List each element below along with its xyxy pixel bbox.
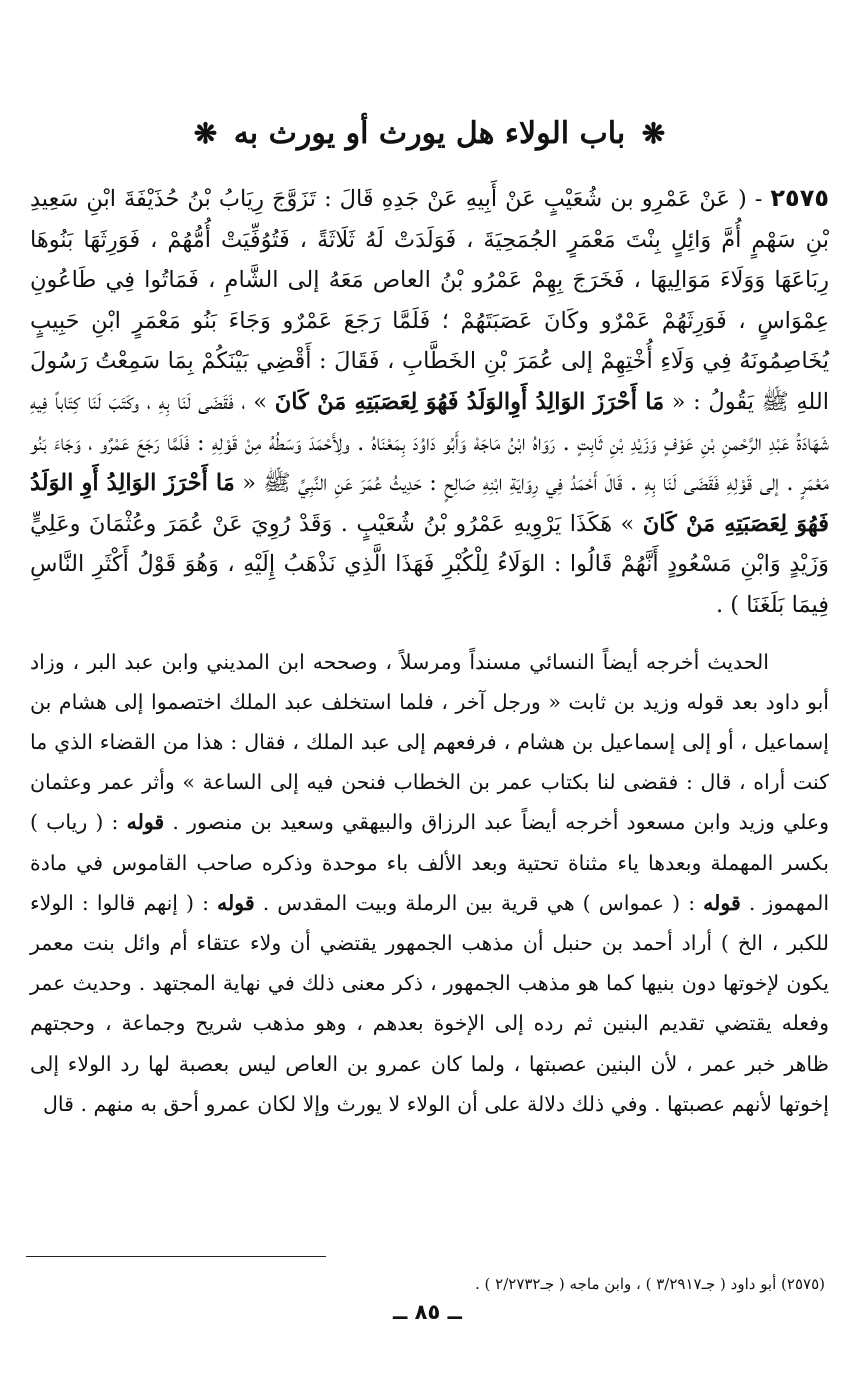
commentary-part: : ( عمواس ) هي قرية بين الرملة وبيت المقدس . [254,890,704,915]
commentary-label: قوله [217,890,255,915]
commentary-label: قوله [126,810,165,835]
hadith-middle: » ، فَقَضَى لَنَا بِهِ ، وكَتَبَ لَنَا كِتَاباً فِيهِ شَهَادَةُ عَبْدِ الرَّحْمنِ بْنِ عَوْفٍ وَزَيْدِ بْنِ ثَابِتٍ . رَوَاهُ ابْنُ مَاجَهْ وَأَبُو دَاوُدَ بِمَعْنَاهُ . ولِأَحْمَدَ وَسَطُهُ مِنْ قَوْلِهِ : فَلَمَّا رَجَعَ عَمْرٌو ، وَجَاءَ بَنُو مَعْمَرٍ . إلى قَوْلِهِ فَقَضَى لَنَا بِهِ . قَالَ أَحْمَدُ فِي رِوَايَةِ ابْنِهِ صَالِحٍ : حَدِيثُ عُمَرَ عَنِ النَّبِيِّ ﷺ « [30,388,829,497]
ornament-star-icon: ❋ [641,117,666,150]
footnote-divider [26,1256,326,1257]
page-number: ــ ٨٥ ــ [393,1300,462,1324]
hadith-text [30,178,829,626]
commentary-part: : ( رياب ) بكسر المهملة وبعدها ياء مثناة تحتية وبعد الألف باء موحدة وذكره صاحب القاموس في مادة المهموز . [30,810,830,915]
commentary-text [30,642,829,1124]
ornament-star-icon: ❋ [193,117,218,150]
commentary-label: قوله [703,890,741,915]
hadith-end: » هَكَذَا يَرْوِيهِ عَمْرُو بْنُ شُعَيْبٍ . وَقَدْ رُوِيَ عَنْ عُمَرَ وعُثْمَانَ وعَلِيٍّ وَزَيْدٍ وَابْنِ مَسْعُودٍ أَنَّهُمْ قَالُوا : الوَلَاءُ لِلْكُبْرِ فَهَذَا الَّذِي نَذْهَبُ إِلَيْهِ ، وَهُوَ قَوْلُ أَكْثَرِ النَّاسِ فِيمَا بَلَغَنَا ) . [30,510,829,618]
commentary-part: : ( إنهم قالوا : الولاء للكبر ، الخ ) أراد أحمد بن حنبل أن مذهب الجمهور يقتضي أن ولاء عتقاء أم وائل بنت معمر يكون لإخوتها دون بنيها كما هو مذهب الجمهور ، ذكر معنى ذلك في نهاية المجتهد . وحديث عمر وفعله يقتضي تقديم البنين ثم رده إلى الإخوة بعدهم ، وهو مذهب شريح وجماعة ، وحجتهم ظاهر خبر عمر ، لأن البنين عصبتها ، ولما كان عمرو بن العاص ليس بعصبة لها رد الولاء إلى إخوتها لأنهم عصبتها . وفي ذلك دلالة على أن الولاء لا يورث وإلا لكان عمرو أحق به منهم . قال [30,890,829,1116]
hadith-number: ٢٥٧٥ [770,184,829,212]
hadith-quote: مَا أَحْرَزَ الوَالِدُ أَوِالوَلَدُ فَهُوَ لِعَصَبَتِهِ مَنْ كَانَ [274,388,665,415]
hadith-intro: - ( عَنْ عَمْرِو بن شُعَيْبٍ عَنْ أَبِيهِ عَنْ جَدِهِ قَالَ : تَزَوَّجَ رِيَابُ بْنُ حُذَيْفَةَ ابْنِ سَعِيدِ بْنِ سَهْمٍ أُمَّ وَائِلٍ بِنْتَ مَعْمَرٍ الجُمَحِيَةَ ، فَوَلَدَتْ لَهُ ثَلَاثَةً ، فَتُوُفِّيَتْ أُمُّهُمْ ، فَوَرِثَهَا بَنُوهَا رِبَاعَهَا وَوَلَاءَ مَوَالِيهَا ، فَخَرَجَ بِهِمْ عَمْرُو بْنُ العاص مَعَهُ إلى الشَّامِ ، فَمَاتُوا فِي طَاعُونِ عِمْوَاسٍ ، فَوَرِثَهُمْ عَمْرٌو وكَانَ عَصَبَتَهُمْ ؛ فَلَمَّا رَجَعَ عَمْرٌو وَجَاءَ بَنُو مَعْمَرٍ ابْنِ حَبِيبٍ يُخَاصِمُونَهُ فِي وَلَاءِ أُخْتِهِمْ إلى عُمَرَ بْنِ الخَطَّابِ ، فَقَالَ : أَقْضِي بَيْنَكُمْ بِمَا سَمِعْتُ رَسُولَ اللهِ ﷺ يَقُولُ : « [30,186,829,415]
commentary-part: الحديث أخرجه أيضاً النسائي مسنداً ومرسلاً ، وصححه ابن المديني وابن عبد البر ، وزاد أبو داود بعد قوله وزيد بن ثابت « ورجل آخر ، فلما استخلف عبد الملك اختصموا إلى هشام بن إسماعيل ، أو إلى إسماعيل بن هشام ، فرفعهم إلى عبد الملك ، فقال : هذا من القضاء الذي ما كنت أراه ، قال : فقضى لنا بكتاب عمر بن الخطاب فنحن فيه إلى الساعة » وأثر عمر وعثمان وعلي وزيد وابن مسعود أخرجه أيضاً عبد الرزاق والبيهقي وسعيد بن منصور . [30,649,829,835]
chapter-title-text: باب الولاء هل يورث أو يورث به [233,116,626,151]
hadith-quote: مَا أَحْرَزَ الوَالِدُ أَوِ الوَلَدُ فَهُوَ لِعَصَبَتِهِ مَنْ كَانَ [30,470,829,537]
chapter-title [30,112,829,156]
footnote: (٢٥٧٥) أبو داود ( جـ٣/٢٩١٧ ) ، وابن ماجه ( جـ٢/٢٧٣٢ ) . [475,1275,825,1293]
